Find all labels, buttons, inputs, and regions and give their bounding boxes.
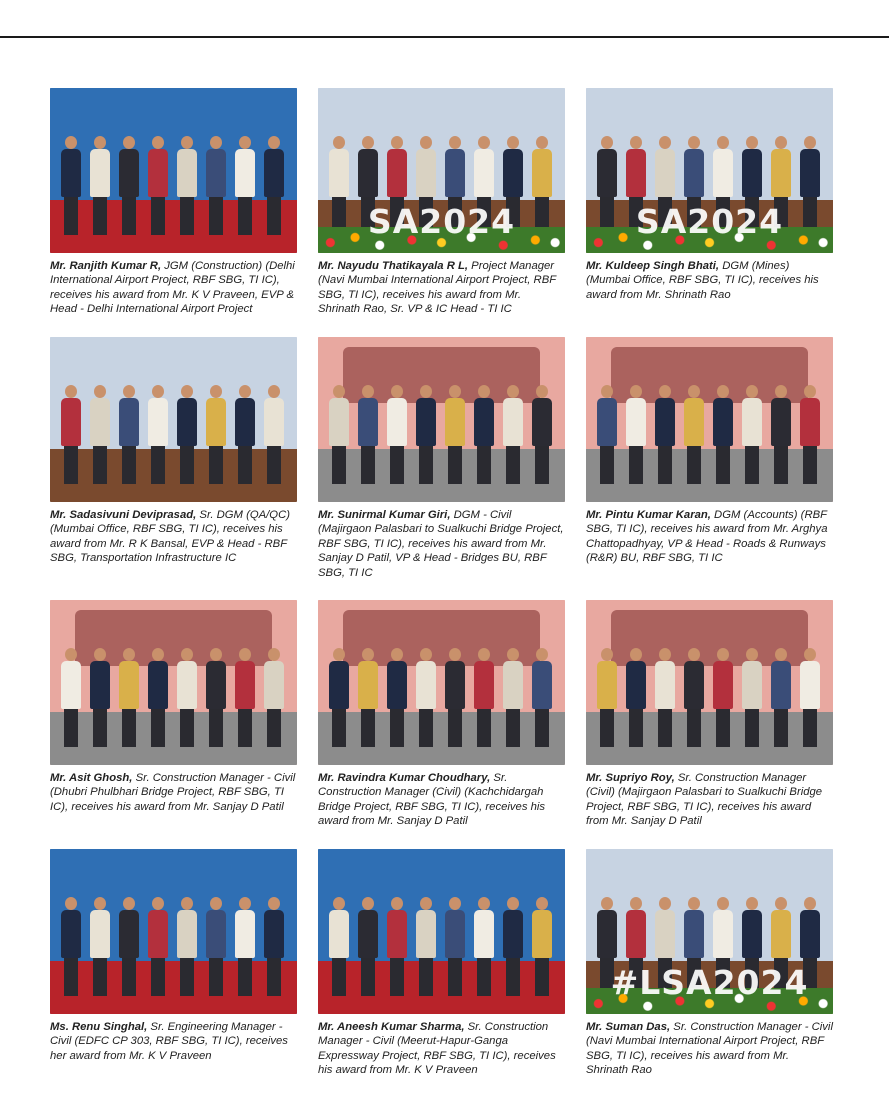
people-group [50, 876, 297, 996]
award-caption [50, 508, 297, 566]
person-figure [118, 136, 140, 235]
award-photo [50, 337, 297, 502]
person-figure [328, 385, 350, 484]
person-figure [473, 897, 495, 996]
award-photo [318, 600, 565, 765]
person-figure [625, 385, 647, 484]
person-figure [234, 648, 256, 747]
award-card [318, 600, 565, 829]
award-description: Project Manager (Navi Mumbai International Airport Project, RBF SBG, TI IC), receives his award from Mr. Shrinath Rao, Sr. VP & IC Head - TI IC [318, 260, 556, 316]
awardee-name: Mr. Sunirmal Kumar Giri, [318, 509, 451, 521]
person-figure [415, 385, 437, 484]
person-figure [60, 897, 82, 996]
award-card [586, 337, 833, 566]
people-group [586, 364, 833, 484]
award-card [50, 337, 297, 566]
person-figure [328, 648, 350, 747]
person-figure [328, 897, 350, 996]
person-figure [357, 897, 379, 996]
award-description: Sr. Construction Manager - Civil (Meerut-Hapur-Ganga Expressway Project, RBF SBG, TI IC), receives his award from Mr. K V Praveen [318, 1021, 556, 1077]
people-group [318, 627, 565, 747]
awardee-name: Mr. Suman Das, [586, 1021, 671, 1033]
award-photo [50, 849, 297, 1014]
person-figure [596, 648, 618, 747]
person-figure [89, 136, 111, 235]
top-rule [0, 36, 889, 38]
award-caption [50, 1020, 297, 1063]
awardee-name: Mr. Asit Ghosh, [50, 772, 133, 784]
person-figure [118, 897, 140, 996]
award-description: JGM (Construction) (Delhi International Airport Project, RBF SBG, TI IC), receives his award from Mr. K V Praveen, EVP & Head - Delhi International Airport Project [50, 260, 295, 316]
person-figure [118, 385, 140, 484]
person-figure [147, 897, 169, 996]
award-description: Sr. Construction Manager (Civil) (Kachchidargah Bridge Project, RBF SBG, TI IC), receives his award from Mr. Sanjay D Patil [318, 772, 546, 828]
person-figure [502, 648, 524, 747]
award-caption [586, 259, 833, 302]
person-figure [176, 648, 198, 747]
person-figure [531, 897, 553, 996]
person-figure [386, 648, 408, 747]
person-figure [415, 648, 437, 747]
event-hashtag-overlay: SA2024 [367, 205, 516, 239]
award-photo [50, 88, 297, 253]
person-figure [263, 648, 285, 747]
person-figure [502, 385, 524, 484]
person-figure [473, 648, 495, 747]
award-card [318, 88, 565, 317]
person-figure [654, 648, 676, 747]
award-description: Sr. Construction Manager - Civil (Dhubri Phulbhari Bridge Project, RBF SBG, TI IC), receives his award from Mr. Sanjay D Patil [50, 772, 296, 813]
award-card [50, 88, 297, 317]
award-description: Sr. Engineering Manager - Civil (EDFC CP 303, RBF SBG, TI IC), receives her award from Mr. K V Praveen [50, 1021, 288, 1062]
people-group [318, 876, 565, 996]
award-caption [50, 771, 297, 814]
person-figure [60, 648, 82, 747]
awardee-name: Mr. Kuldeep Singh Bhati, [586, 260, 720, 272]
person-figure [712, 385, 734, 484]
award-card [586, 88, 833, 302]
person-figure [683, 385, 705, 484]
person-figure [444, 385, 466, 484]
award-photo [586, 600, 833, 765]
person-figure [89, 385, 111, 484]
award-photo [318, 849, 565, 1014]
person-figure [531, 648, 553, 747]
award-photo [586, 849, 833, 1014]
award-caption [50, 259, 297, 317]
award-card [586, 600, 833, 829]
person-figure [205, 897, 227, 996]
award-caption [318, 508, 565, 580]
person-figure [176, 385, 198, 484]
award-description: DGM (Mines) (Mumbai Office, RBF SBG, TI IC), receives his award from Mr. Shrinath Rao [586, 260, 819, 301]
person-figure [263, 897, 285, 996]
award-description: DGM (Accounts) (RBF SBG, TI IC), receives his award from Mr. Arghya Chattopadhyay, VP & Head - Roads & Runways (R&R) BU, RBF SBG, TI IC [586, 509, 828, 565]
people-group [586, 627, 833, 747]
award-card [586, 849, 833, 1078]
person-figure [205, 648, 227, 747]
awardee-name: Mr. Ranjith Kumar R, [50, 260, 162, 272]
person-figure [386, 385, 408, 484]
award-description: DGM - Civil (Majirgaon Palasbari to Sualkuchi Bridge Project, RBF SBG, TI IC), receives his award from Mr. Sanjay D Patil, VP & Head - Bridges BU, RBF SBG, TI IC [318, 509, 564, 579]
person-figure [147, 136, 169, 235]
person-figure [89, 648, 111, 747]
people-group [50, 627, 297, 747]
person-figure [263, 136, 285, 235]
person-figure [205, 385, 227, 484]
award-description: Sr. Construction Manager (Civil) (Majirgaon Palasbari to Sualkuchi Bridge Project, RBF SBG, TI IC), receives his award from Mr. Sanjay D Patil [586, 772, 823, 828]
person-figure [205, 136, 227, 235]
award-caption [586, 771, 833, 829]
award-caption [586, 508, 833, 566]
person-figure [357, 385, 379, 484]
person-figure [770, 385, 792, 484]
person-figure [502, 897, 524, 996]
award-description: Sr. Construction Manager - Civil (Navi Mumbai International Airport Project, RBF SBG, TI IC), receives his award from Mr. Shrinath Rao [586, 1021, 833, 1077]
people-group [50, 115, 297, 235]
award-photo [318, 337, 565, 502]
person-figure [234, 385, 256, 484]
awardee-name: Mr. Supriyo Roy, [586, 772, 675, 784]
award-card [50, 849, 297, 1063]
award-photo [50, 600, 297, 765]
awardee-name: Mr. Nayudu Thatikayala R L, [318, 260, 469, 272]
award-description: Sr. DGM (QA/QC) (Mumbai Office, RBF SBG, TI IC), receives his award from Mr. R K Bansal, EVP & Head - RBF SBG, Transportation Infrastructure IC [50, 509, 291, 565]
person-figure [234, 136, 256, 235]
award-photo [586, 88, 833, 253]
people-group [318, 364, 565, 484]
award-caption [586, 1020, 833, 1078]
person-figure [625, 648, 647, 747]
person-figure [357, 648, 379, 747]
person-figure [683, 648, 705, 747]
person-figure [444, 648, 466, 747]
people-group [50, 364, 297, 484]
person-figure [473, 385, 495, 484]
person-figure [60, 385, 82, 484]
person-figure [60, 136, 82, 235]
person-figure [531, 385, 553, 484]
person-figure [234, 897, 256, 996]
award-card [318, 337, 565, 580]
person-figure [89, 897, 111, 996]
person-figure [444, 897, 466, 996]
award-card [50, 600, 297, 814]
award-caption [318, 1020, 565, 1078]
person-figure [741, 648, 763, 747]
award-photo [586, 337, 833, 502]
person-figure [386, 897, 408, 996]
person-figure [263, 385, 285, 484]
person-figure [147, 648, 169, 747]
award-photo [318, 88, 565, 253]
award-caption [318, 771, 565, 829]
event-hashtag-overlay: #LSA2024 [610, 966, 809, 1000]
event-hashtag-overlay: SA2024 [635, 205, 784, 239]
person-figure [799, 648, 821, 747]
awardee-name: Mr. Pintu Kumar Karan, [586, 509, 711, 521]
person-figure [741, 385, 763, 484]
person-figure [176, 897, 198, 996]
awardee-name: Ms. Renu Singhal, [50, 1021, 148, 1033]
awardee-name: Mr. Ravindra Kumar Choudhary, [318, 772, 491, 784]
person-figure [596, 385, 618, 484]
award-card [318, 849, 565, 1078]
person-figure [118, 648, 140, 747]
person-figure [147, 385, 169, 484]
person-figure [770, 648, 792, 747]
person-figure [176, 136, 198, 235]
person-figure [712, 648, 734, 747]
awardee-name: Mr. Aneesh Kumar Sharma, [318, 1021, 465, 1033]
awardee-name: Mr. Sadasivuni Deviprasad, [50, 509, 197, 521]
person-figure [415, 897, 437, 996]
person-figure [799, 385, 821, 484]
award-caption [318, 259, 565, 317]
person-figure [654, 385, 676, 484]
